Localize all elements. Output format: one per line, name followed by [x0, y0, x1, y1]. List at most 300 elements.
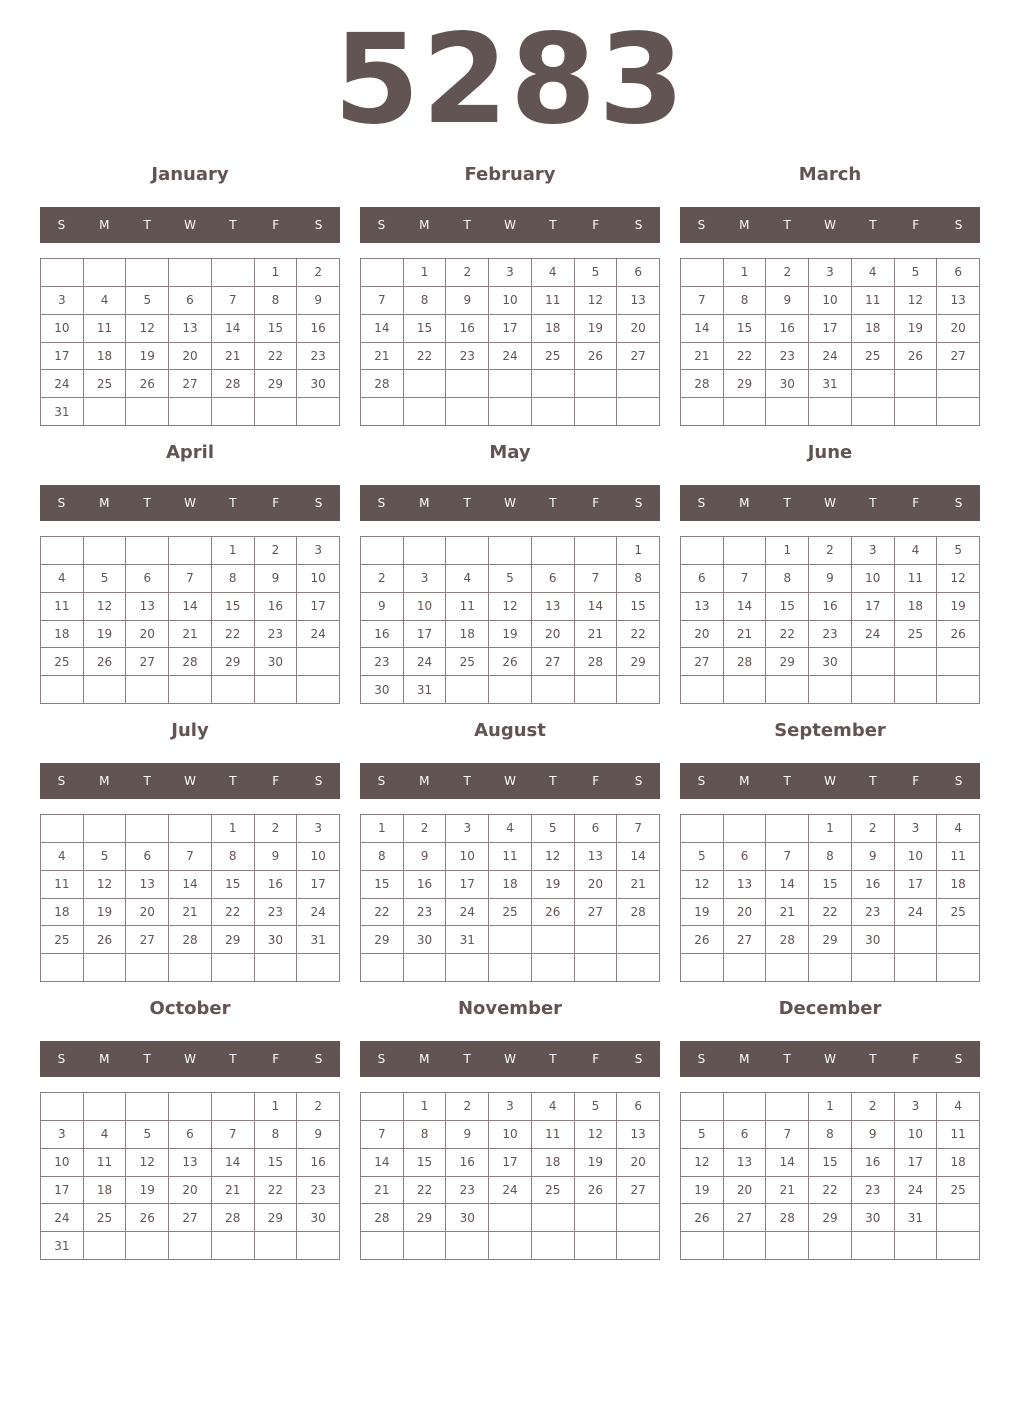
weekday-label: F	[272, 218, 280, 232]
day-cell: 11	[41, 593, 84, 621]
day-cell: 2	[255, 537, 298, 565]
day-cell: 6	[169, 1121, 212, 1149]
day-cell: 22	[404, 1177, 447, 1205]
day-cell: 24	[41, 370, 84, 398]
day-cell: 19	[126, 343, 169, 371]
day-cell: 1	[766, 537, 809, 565]
day-cell: 25	[41, 926, 84, 954]
empty-cell	[617, 398, 660, 426]
day-cell: 4	[532, 259, 575, 287]
empty-cell	[297, 1232, 340, 1260]
empty-cell	[126, 676, 169, 704]
weekday-label: S	[697, 1052, 706, 1066]
empty-cell	[212, 398, 255, 426]
day-cell: 12	[489, 593, 532, 621]
empty-cell	[724, 954, 767, 982]
weekday-label: S	[57, 774, 66, 788]
day-cell: 28	[766, 1204, 809, 1232]
day-cell: 15	[361, 871, 404, 899]
day-cell: 16	[404, 871, 447, 899]
day-grid	[40, 258, 340, 426]
day-cell: 24	[895, 1177, 938, 1205]
day-cell: 15	[809, 871, 852, 899]
weekday-label: M	[419, 496, 430, 510]
empty-cell	[532, 370, 575, 398]
month-title: May	[489, 442, 531, 463]
empty-cell	[895, 954, 938, 982]
day-cell: 6	[532, 565, 575, 593]
day-cell: 5	[126, 287, 169, 315]
month-september	[680, 716, 980, 986]
day-cell: 2	[297, 1093, 340, 1121]
day-cell: 10	[41, 315, 84, 343]
weekday-header	[680, 763, 980, 799]
empty-cell	[212, 676, 255, 704]
empty-cell	[255, 676, 298, 704]
day-cell: 24	[446, 899, 489, 927]
month-title: June	[807, 442, 853, 463]
day-cell: 30	[255, 926, 298, 954]
empty-cell	[84, 954, 127, 982]
day-cell: 28	[575, 648, 618, 676]
weekday-label: T	[463, 218, 471, 232]
day-cell: 16	[809, 593, 852, 621]
day-cell: 23	[852, 1177, 895, 1205]
empty-cell	[169, 676, 212, 704]
day-cell: 13	[126, 593, 169, 621]
day-cell: 30	[255, 648, 298, 676]
weekday-label: T	[143, 1052, 151, 1066]
day-cell: 12	[681, 871, 724, 899]
weekday-label: T	[463, 496, 471, 510]
empty-cell	[724, 676, 767, 704]
day-cell: 6	[724, 1121, 767, 1149]
day-cell: 14	[617, 843, 660, 871]
empty-cell	[212, 954, 255, 982]
day-cell: 22	[255, 1177, 298, 1205]
empty-cell	[212, 1232, 255, 1260]
day-cell: 18	[41, 621, 84, 649]
weekday-header	[40, 1041, 340, 1077]
empty-cell	[937, 676, 980, 704]
empty-cell	[169, 954, 212, 982]
day-cell: 2	[852, 1093, 895, 1121]
day-cell: 16	[446, 1149, 489, 1177]
day-cell: 10	[297, 843, 340, 871]
day-cell: 18	[895, 593, 938, 621]
empty-cell	[169, 815, 212, 843]
empty-cell	[575, 926, 618, 954]
day-cell: 12	[575, 287, 618, 315]
day-cell: 9	[446, 1121, 489, 1149]
day-cell: 9	[361, 593, 404, 621]
weekday-label: T	[229, 496, 237, 510]
empty-cell	[84, 1093, 127, 1121]
empty-cell	[41, 259, 84, 287]
day-cell: 5	[126, 1121, 169, 1149]
weekday-label: F	[272, 1052, 280, 1066]
day-cell: 16	[255, 871, 298, 899]
weekday-label: T	[549, 218, 557, 232]
weekday-label: W	[184, 496, 196, 510]
day-cell: 19	[575, 1149, 618, 1177]
day-cell: 29	[361, 926, 404, 954]
day-cell: 20	[169, 1177, 212, 1205]
weekday-header	[680, 207, 980, 243]
day-cell: 21	[212, 1177, 255, 1205]
empty-cell	[575, 537, 618, 565]
empty-cell	[681, 398, 724, 426]
empty-cell	[126, 954, 169, 982]
day-cell: 23	[404, 899, 447, 927]
weekday-header	[40, 207, 340, 243]
day-cell: 24	[297, 899, 340, 927]
weekday-label: S	[954, 496, 963, 510]
weekday-label: T	[869, 496, 877, 510]
day-cell: 3	[852, 537, 895, 565]
day-cell: 29	[809, 926, 852, 954]
empty-cell	[895, 370, 938, 398]
day-cell: 1	[809, 815, 852, 843]
month-november	[360, 994, 660, 1264]
day-cell: 10	[809, 287, 852, 315]
empty-cell	[532, 398, 575, 426]
day-cell: 2	[766, 259, 809, 287]
month-title: September	[774, 720, 886, 741]
weekday-label: M	[739, 774, 750, 788]
day-cell: 21	[575, 621, 618, 649]
day-cell: 7	[766, 1121, 809, 1149]
weekday-label: T	[229, 774, 237, 788]
day-cell: 30	[297, 370, 340, 398]
day-cell: 13	[126, 871, 169, 899]
day-cell: 28	[361, 370, 404, 398]
weekday-label: W	[184, 774, 196, 788]
weekday-label: T	[143, 496, 151, 510]
day-cell: 4	[895, 537, 938, 565]
day-cell: 29	[212, 926, 255, 954]
empty-cell	[617, 1232, 660, 1260]
weekday-label: S	[314, 496, 323, 510]
empty-cell	[361, 1232, 404, 1260]
empty-cell	[255, 398, 298, 426]
weekday-label: T	[869, 1052, 877, 1066]
empty-cell	[575, 954, 618, 982]
empty-cell	[724, 1093, 767, 1121]
day-cell: 5	[895, 259, 938, 287]
empty-cell	[766, 1232, 809, 1260]
day-cell: 26	[895, 343, 938, 371]
empty-cell	[84, 537, 127, 565]
day-cell: 25	[84, 1204, 127, 1232]
empty-cell	[169, 1093, 212, 1121]
weekday-label: S	[57, 218, 66, 232]
weekday-label: S	[634, 496, 643, 510]
day-cell: 17	[895, 1149, 938, 1177]
weekday-label: S	[314, 1052, 323, 1066]
weekday-label: S	[634, 774, 643, 788]
day-cell: 13	[169, 1149, 212, 1177]
weekday-label: F	[592, 774, 600, 788]
day-cell: 10	[895, 1121, 938, 1149]
day-cell: 11	[852, 287, 895, 315]
empty-cell	[724, 398, 767, 426]
day-cell: 17	[41, 1177, 84, 1205]
weekday-header	[40, 485, 340, 521]
weekday-label: T	[143, 218, 151, 232]
day-cell: 9	[766, 287, 809, 315]
day-cell: 8	[404, 287, 447, 315]
day-cell: 19	[532, 871, 575, 899]
day-cell: 8	[212, 565, 255, 593]
day-cell: 16	[446, 315, 489, 343]
day-cell: 21	[169, 899, 212, 927]
weekday-label: S	[954, 218, 963, 232]
day-cell: 18	[446, 621, 489, 649]
day-cell: 18	[532, 1149, 575, 1177]
weekday-label: M	[99, 774, 110, 788]
weekday-label: T	[549, 496, 557, 510]
day-cell: 13	[617, 287, 660, 315]
day-cell: 20	[575, 871, 618, 899]
empty-cell	[617, 370, 660, 398]
weekday-label: S	[377, 774, 386, 788]
day-cell: 3	[809, 259, 852, 287]
day-cell: 12	[84, 593, 127, 621]
weekday-label: S	[954, 1052, 963, 1066]
day-cell: 21	[766, 1177, 809, 1205]
day-cell: 23	[766, 343, 809, 371]
empty-cell	[297, 954, 340, 982]
day-cell: 30	[852, 1204, 895, 1232]
day-cell: 19	[895, 315, 938, 343]
empty-cell	[809, 398, 852, 426]
day-cell: 6	[681, 565, 724, 593]
empty-cell	[617, 954, 660, 982]
day-cell: 27	[532, 648, 575, 676]
day-cell: 27	[126, 926, 169, 954]
day-cell: 18	[84, 1177, 127, 1205]
empty-cell	[681, 815, 724, 843]
day-cell: 6	[575, 815, 618, 843]
month-title: October	[149, 998, 231, 1019]
day-grid	[360, 814, 660, 982]
month-title: February	[464, 164, 556, 185]
day-cell: 26	[532, 899, 575, 927]
day-cell: 8	[809, 1121, 852, 1149]
day-cell: 18	[532, 315, 575, 343]
day-cell: 25	[852, 343, 895, 371]
day-cell: 7	[575, 565, 618, 593]
day-cell: 1	[404, 259, 447, 287]
weekday-label: T	[549, 774, 557, 788]
day-cell: 9	[852, 1121, 895, 1149]
empty-cell	[297, 676, 340, 704]
weekday-label: W	[824, 774, 836, 788]
empty-cell	[809, 954, 852, 982]
day-cell: 12	[895, 287, 938, 315]
day-cell: 10	[446, 843, 489, 871]
weekday-label: S	[634, 1052, 643, 1066]
day-cell: 9	[404, 843, 447, 871]
day-cell: 11	[937, 843, 980, 871]
empty-cell	[575, 676, 618, 704]
empty-cell	[126, 398, 169, 426]
day-cell: 26	[575, 1177, 618, 1205]
empty-cell	[404, 537, 447, 565]
day-cell: 4	[937, 815, 980, 843]
empty-cell	[724, 1232, 767, 1260]
day-cell: 16	[852, 871, 895, 899]
day-cell: 9	[446, 287, 489, 315]
weekday-label: F	[912, 774, 920, 788]
day-cell: 17	[852, 593, 895, 621]
empty-cell	[937, 370, 980, 398]
day-cell: 16	[297, 315, 340, 343]
day-cell: 4	[84, 287, 127, 315]
empty-cell	[575, 398, 618, 426]
day-cell: 28	[212, 370, 255, 398]
day-cell: 20	[937, 315, 980, 343]
day-cell: 2	[809, 537, 852, 565]
day-cell: 6	[617, 259, 660, 287]
empty-cell	[126, 537, 169, 565]
empty-cell	[937, 954, 980, 982]
day-cell: 29	[255, 1204, 298, 1232]
day-cell: 11	[895, 565, 938, 593]
month-march	[680, 160, 980, 430]
empty-cell	[575, 1232, 618, 1260]
weekday-label: M	[419, 1052, 430, 1066]
day-cell: 20	[724, 899, 767, 927]
day-cell: 8	[361, 843, 404, 871]
empty-cell	[852, 1232, 895, 1260]
day-cell: 9	[255, 565, 298, 593]
day-cell: 25	[937, 899, 980, 927]
empty-cell	[404, 398, 447, 426]
day-cell: 5	[532, 815, 575, 843]
day-cell: 18	[84, 343, 127, 371]
day-cell: 22	[404, 343, 447, 371]
day-cell: 2	[446, 259, 489, 287]
day-cell: 26	[681, 926, 724, 954]
weekday-label: W	[504, 774, 516, 788]
day-cell: 7	[169, 843, 212, 871]
day-cell: 8	[809, 843, 852, 871]
weekday-header	[360, 207, 660, 243]
weekday-label: M	[99, 496, 110, 510]
day-cell: 1	[212, 537, 255, 565]
weekday-header	[680, 485, 980, 521]
day-cell: 27	[937, 343, 980, 371]
day-cell: 25	[532, 343, 575, 371]
day-cell: 7	[361, 287, 404, 315]
day-cell: 6	[724, 843, 767, 871]
day-cell: 1	[255, 259, 298, 287]
day-cell: 14	[212, 315, 255, 343]
empty-cell	[361, 398, 404, 426]
day-cell: 24	[895, 899, 938, 927]
day-cell: 5	[937, 537, 980, 565]
day-cell: 15	[809, 1149, 852, 1177]
day-cell: 10	[489, 287, 532, 315]
day-cell: 20	[617, 1149, 660, 1177]
empty-cell	[489, 954, 532, 982]
empty-cell	[361, 537, 404, 565]
day-cell: 16	[852, 1149, 895, 1177]
empty-cell	[361, 1093, 404, 1121]
day-cell: 4	[84, 1121, 127, 1149]
day-cell: 5	[681, 843, 724, 871]
day-cell: 20	[681, 621, 724, 649]
day-grid	[680, 258, 980, 426]
weekday-label: T	[783, 218, 791, 232]
empty-cell	[404, 1232, 447, 1260]
day-cell: 30	[446, 1204, 489, 1232]
day-cell: 12	[126, 1149, 169, 1177]
day-cell: 7	[361, 1121, 404, 1149]
day-cell: 4	[532, 1093, 575, 1121]
day-cell: 22	[724, 343, 767, 371]
empty-cell	[446, 676, 489, 704]
empty-cell	[852, 676, 895, 704]
empty-cell	[169, 398, 212, 426]
day-cell: 9	[297, 287, 340, 315]
weekday-label: T	[869, 774, 877, 788]
day-cell: 11	[937, 1121, 980, 1149]
month-title: November	[457, 998, 563, 1019]
day-cell: 3	[404, 565, 447, 593]
day-cell: 29	[212, 648, 255, 676]
weekday-label: S	[377, 496, 386, 510]
day-cell: 3	[41, 1121, 84, 1149]
day-cell: 23	[255, 621, 298, 649]
day-cell: 27	[617, 1177, 660, 1205]
weekday-label: S	[314, 774, 323, 788]
day-cell: 8	[255, 1121, 298, 1149]
day-cell: 26	[575, 343, 618, 371]
empty-cell	[532, 926, 575, 954]
weekday-label: S	[377, 218, 386, 232]
empty-cell	[937, 1232, 980, 1260]
day-cell: 31	[446, 926, 489, 954]
empty-cell	[532, 1204, 575, 1232]
empty-cell	[724, 537, 767, 565]
day-cell: 23	[446, 343, 489, 371]
empty-cell	[852, 398, 895, 426]
month-may	[360, 438, 660, 708]
empty-cell	[255, 954, 298, 982]
empty-cell	[681, 1232, 724, 1260]
day-cell: 12	[126, 315, 169, 343]
month-title: March	[798, 164, 862, 185]
day-cell: 17	[446, 871, 489, 899]
day-cell: 29	[404, 1204, 447, 1232]
weekday-label: S	[57, 1052, 66, 1066]
empty-cell	[895, 926, 938, 954]
day-cell: 5	[575, 1093, 618, 1121]
day-cell: 16	[255, 593, 298, 621]
empty-cell	[895, 1232, 938, 1260]
day-cell: 20	[126, 621, 169, 649]
empty-cell	[766, 1093, 809, 1121]
day-cell: 19	[84, 621, 127, 649]
day-cell: 19	[84, 899, 127, 927]
day-cell: 24	[297, 621, 340, 649]
day-cell: 28	[617, 899, 660, 927]
day-cell: 22	[766, 621, 809, 649]
weekday-label: S	[57, 496, 66, 510]
